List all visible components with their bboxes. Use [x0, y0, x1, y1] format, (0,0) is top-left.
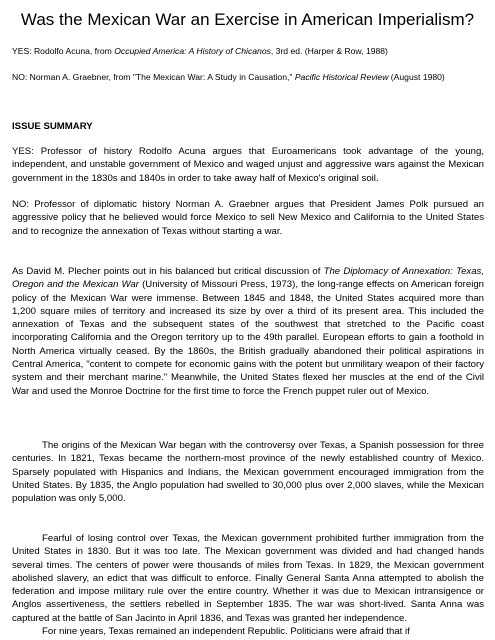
p1-text-before: As David M. Plecher points out in his balanced but critical discussion of [12, 266, 324, 277]
no-source-prefix: NO: Norman A. Graebner, from "The Mexican War: A Study in Causation," [12, 72, 295, 82]
summary-yes-paragraph: YES: Professor of history Rodolfo Acuna argues that Euroamericans took advantage of the young, independent, and unstable government of Mexico and waged unjust and aggressive wars against the Mexican government in the 1830s and 1840s in order to take away half of Mexico's original soil. [12, 146, 484, 184]
p1-text-after: (University of Missouri Press, 1973), the long-range effects on American foreign policy of the Mexican War were immense. Between 1845 and 1848, the United States acquired more than 1,200 square miles of territory and increased its size by over a third of its present area. This included the annexation of Texas and the subsequent states of the southwest that stretched to the Pacific coast incorporating California and the Oregon territory up to the 49th parallel. European efforts to gain a foothold in North America virtually ceased. By the 1860s, the British gradually abandoned their political aspirations in Central America, "content to compete for economic gains with the potent but unmilitary weapon of their factory system and their merchant marine." Meanwhile, the United States flexed her muscles at the end of the Civil War and used the Monroe Doctrine for the first time to force the French puppet ruler out of Mexico. [12, 279, 485, 397]
p1-book-title: The Diplomacy of Annexation: Texas, Oregon and the Mexican War [12, 266, 484, 291]
summary-no-paragraph: NO: Professor of diplomatic history Norman A. Graebner argues that President James Polk pursued an aggressive policy that he believed would force Mexico to sell New Mexico and California to the United States and to recognize the annexation of Texas without starting a war. [12, 199, 484, 237]
yes-source-citation [12, 45, 484, 57]
yes-source-suffix: , 3rd ed. (Harper & Row, 1988) [270, 46, 388, 56]
yes-source-book-title: Occupied America: A History of Chicanos [114, 46, 271, 56]
yes-source-prefix: YES: Rodolfo Acuna, from [12, 46, 115, 56]
issue-summary-heading: ISSUE SUMMARY [12, 121, 93, 132]
body-paragraph-3: Fearful of losing control over Texas, the Mexican government prohibited further immigration from the United States in 1830. But it was too late. The Mexican government was divided and had changed hands several times. The centers of power were thousands of miles from Texas. In 1829, the Mexican government abolished slavery, an edict that was difficult to enforce. Finally General Santa Anna attempted to abolish the federation and impose military rule over the entire country. Whether it was due to Mexican intransigence or Anglos assertiveness, the settlers rebelled in September 1835. The war was short-lived. Santa Anna was captured at the battle of San Jacinto in April 1836, and Texas was granted her independence. [12, 533, 484, 624]
body-paragraph-2: The origins of the Mexican War began with the controversy over Texas, a Spanish possession for three centuries. In 1821, Texas became the northern-most province of the newly established country of Mexico. Sparsely populated with Hispanics and Indians, the Mexican government encouraged immigration from the United States. By 1835, the Anglo population had swelled to 30,000 plus over 2,000 slaves, while the Mexican population was only 5,000. [12, 440, 484, 505]
body-paragraph-4: For nine years, Texas remained an independent Republic. Politicians were afraid that if [42, 626, 410, 637]
no-source-citation [12, 71, 484, 83]
body-paragraph-1 [12, 265, 484, 398]
no-source-journal-title: Pacific Historical Review [294, 72, 389, 82]
no-source-suffix: (August 1980) [388, 72, 445, 82]
document-title: Was the Mexican War an Exercise in American Imperialism? [20, 10, 475, 29]
